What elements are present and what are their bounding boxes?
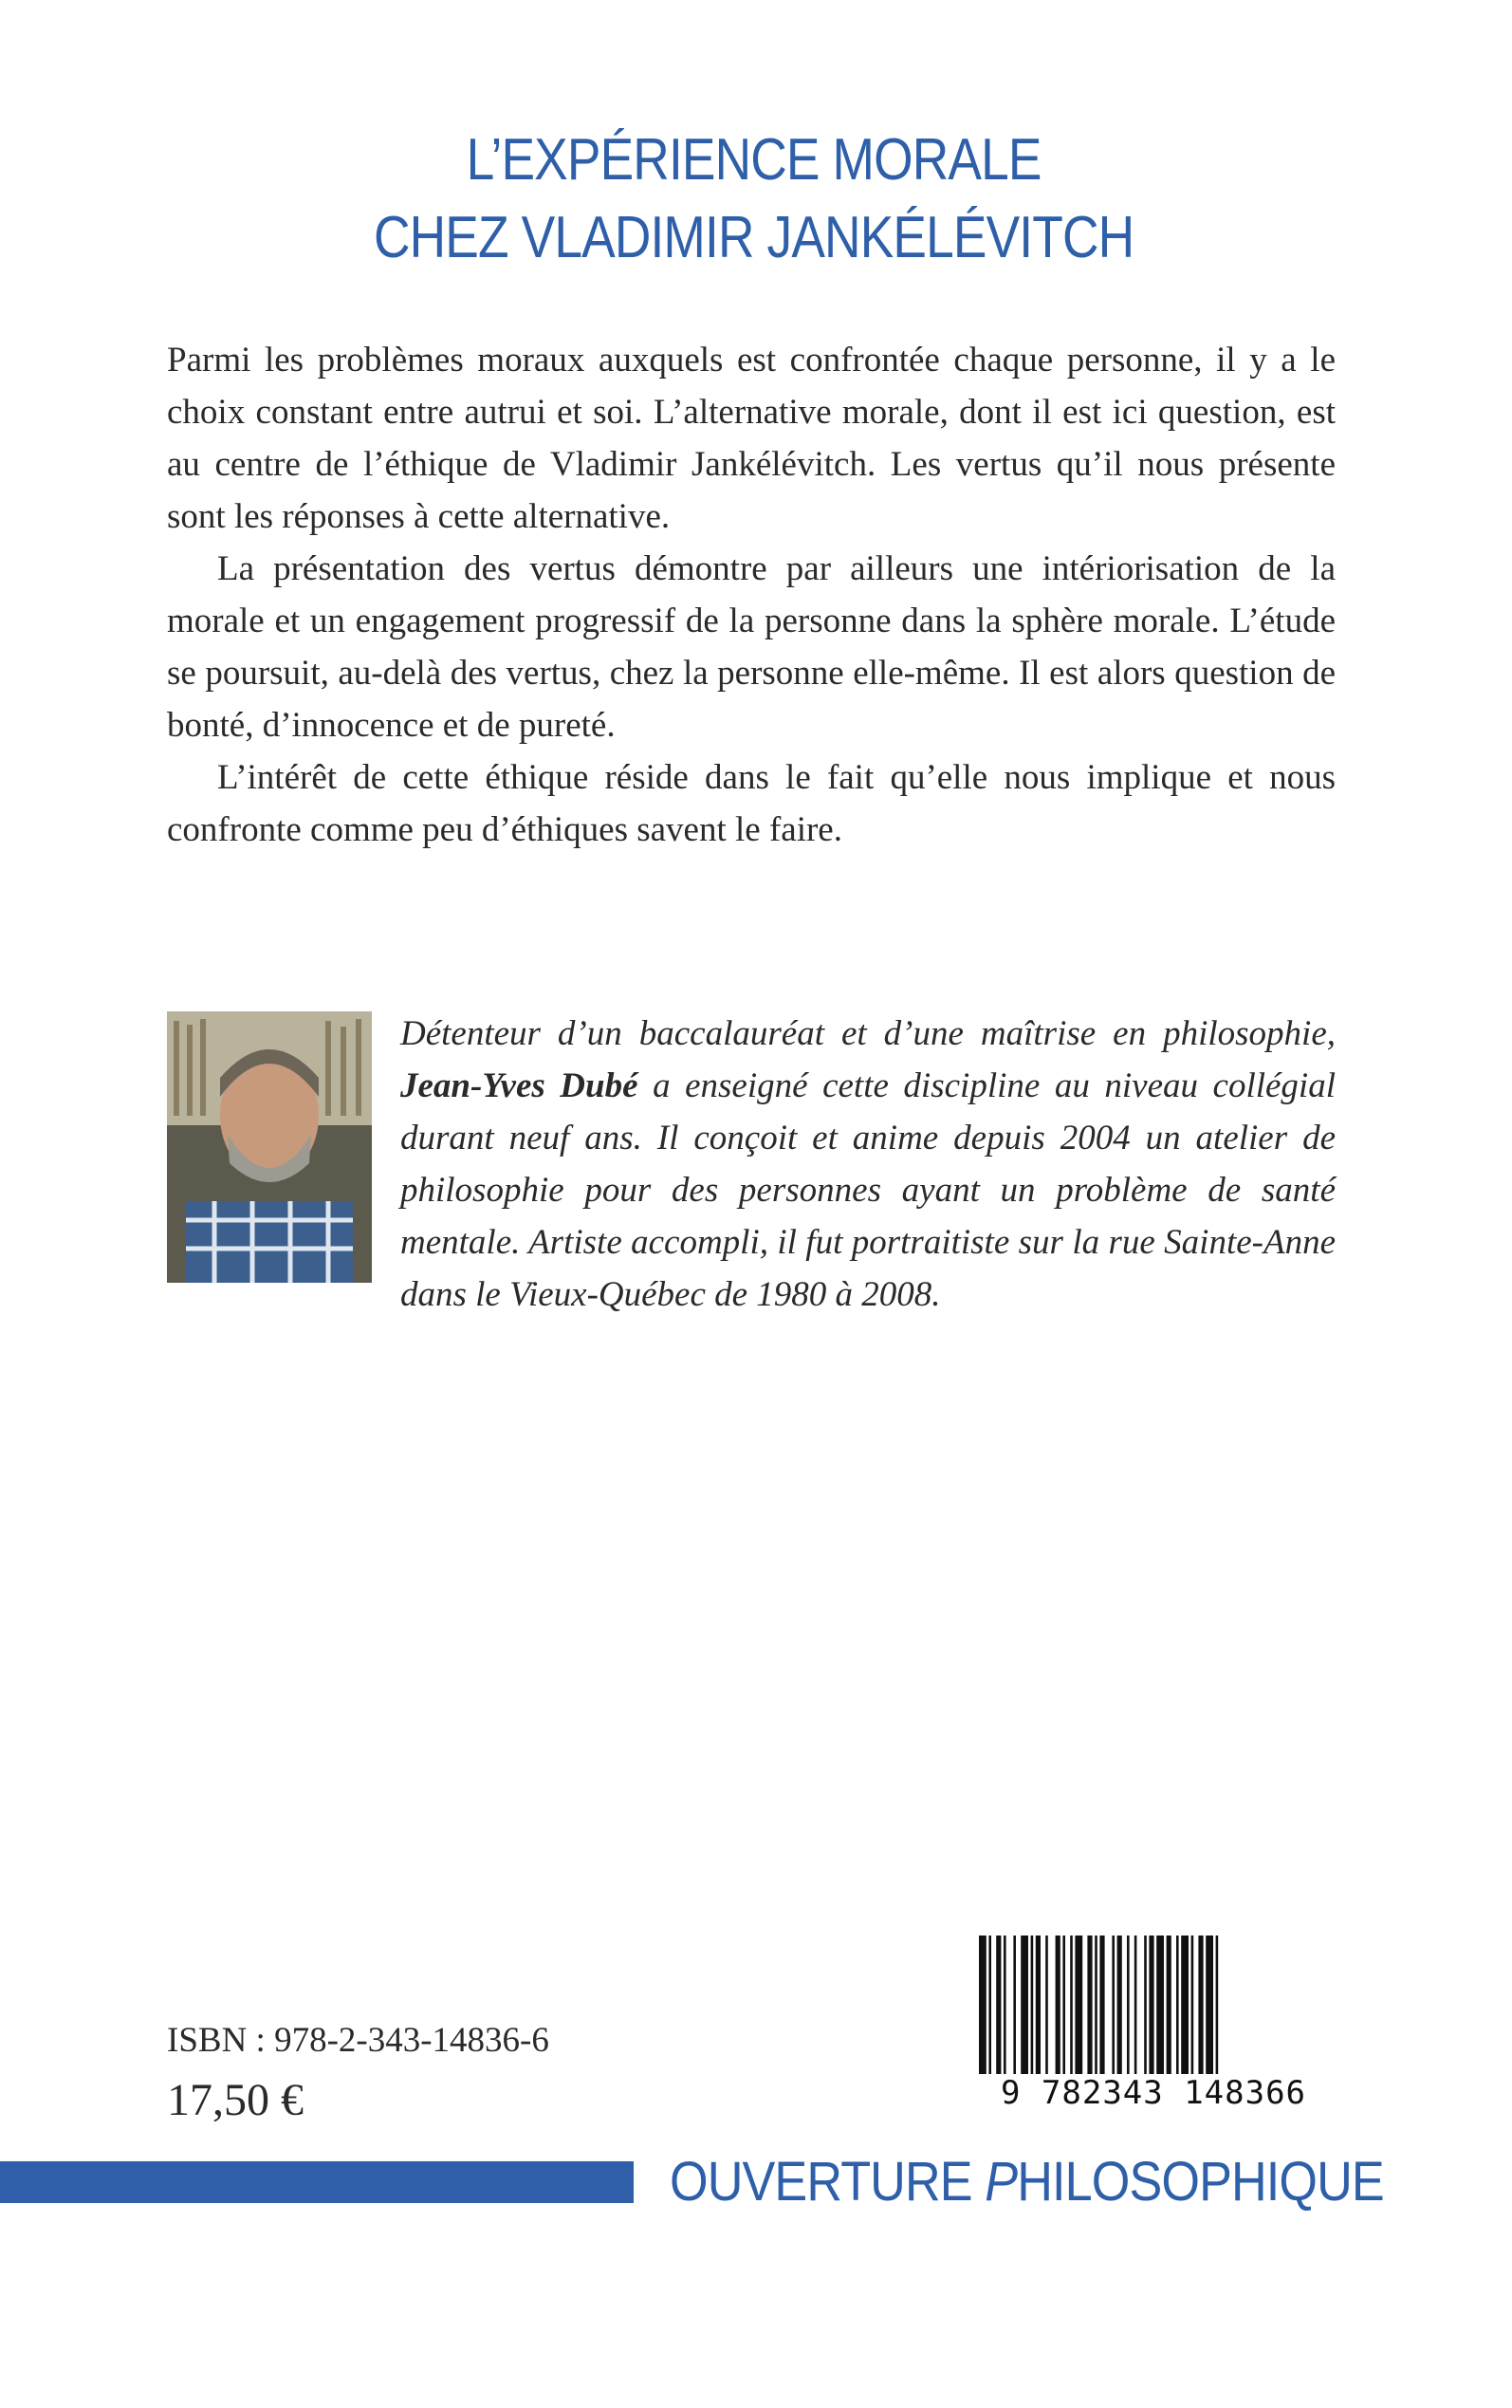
blurb-paragraph-2: La présentation des vertus démontre par ailleurs une intériorisation de la morale et un engagement progressif de la personne dans la sphère morale. L’étude se poursuit, au-delà des vertus, chez la personne elle-même. Il est alors question de bonté, d’innocence et de pureté.: [167, 549, 1336, 745]
author-name: Jean-Yves Dubé: [400, 1066, 638, 1105]
blurb-paragraph-3: L’intérêt de cette éthique réside dans le fait qu’elle nous implique et nous confronte comme peu d’éthiques savent le faire.: [167, 758, 1336, 849]
author-portrait-icon: [167, 1011, 372, 1283]
collection-part-2: HILOSOPHIQUE: [1017, 2151, 1384, 2213]
blurb: [167, 334, 1336, 856]
collection-band: [0, 2161, 634, 2203]
author-bio: [400, 1008, 1336, 1321]
collection-initial: P: [985, 2151, 1018, 2213]
collection-part-1: OUVERTURE: [670, 2151, 986, 2213]
bio-rest: a enseigné cette discipline au niveau collégial durant neuf ans. Il conçoit et anime depuis 2004 un atelier de philosophie pour des personnes ayant un problème de santé mentale. Artiste accompli, il fut portraitiste sur la rue Sainte-Anne dans le Vieux-Québec de 1980 à 2008.: [400, 1066, 1336, 1314]
book-title: [103, 121, 1404, 277]
blurb-paragraph-1: Parmi les problèmes moraux auxquels est confrontée chaque personne, il y a le choix constant entre autrui et soi. L’alternative morale, dont il est ici question, est au centre de l’éthique de Vladimir Jankélévitch. Les vertus qu’il nous présente sont les réponses à cette alternative.: [167, 341, 1336, 536]
title-line-1: L’EXPÉRIENCE MORALE: [466, 127, 1042, 193]
barcode-number: 9 782343 148366: [973, 2074, 1334, 2112]
bio-intro: Détenteur d’un baccalauréat et d’une maîtrise en philosophie,: [400, 1014, 1336, 1053]
title-line-2: CHEZ VLADIMIR JANKÉLÉVITCH: [373, 205, 1134, 270]
price-label: 17,50 €: [167, 2075, 304, 2125]
isbn-label: ISBN : 978-2-343-14836-6: [167, 2021, 549, 2060]
collection-name: [670, 2150, 1384, 2214]
